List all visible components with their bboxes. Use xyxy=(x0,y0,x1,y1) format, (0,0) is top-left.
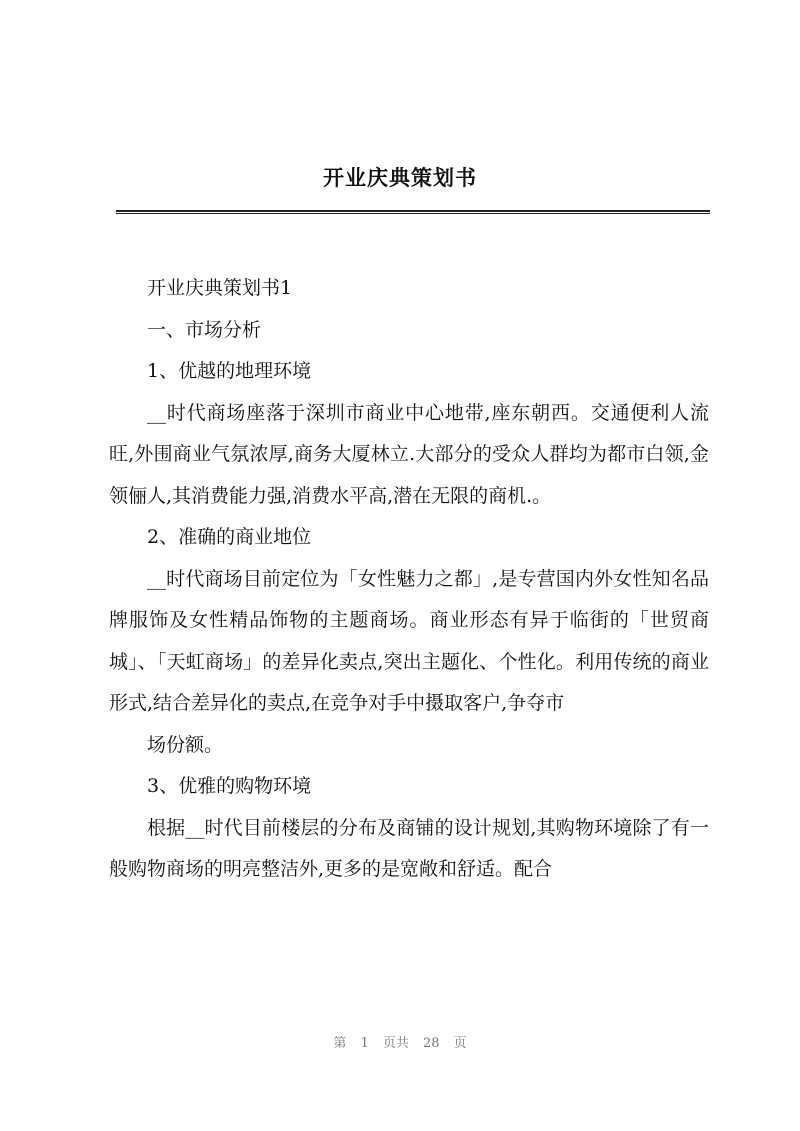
subsection-heading: 一、市场分析 xyxy=(147,318,262,341)
body-paragraph: __时代商场座落于深圳市商业中心地带,座东朝西。交通便利人流旺,外围商业气氛浓厚,商务大厦林立.大部分的受众人群均为都市白领,金领俪人,其消费能力强,消费水平高,潜在无限的商机.。 xyxy=(109,401,709,507)
item-heading: 2、准确的商业地位 xyxy=(147,526,312,548)
title-divider xyxy=(116,210,710,214)
document-body xyxy=(109,268,709,891)
body-paragraph: 根据__时代目前楼层的分布及商铺的设计规划,其购物环境除了有一般购物商场的明亮整洁外,更多的是宽敞和舒适。配合 xyxy=(109,816,709,880)
document-title: 开业庆典策划书 xyxy=(323,165,477,190)
body-paragraph: 场份额。 xyxy=(147,733,224,756)
item-heading: 3、优雅的购物环境 xyxy=(147,775,312,797)
item-heading: 1、优越的地理环境 xyxy=(147,360,312,382)
section-heading: 开业庆典策划书1 xyxy=(147,277,293,299)
page-footer: 第 1 页共 28 页 xyxy=(333,1036,467,1051)
body-paragraph: __时代商场目前定位为「女性魅力之都」,是专营国内外女性知名品牌服饰及女性精品饰物的主题商场。商业形态有异于临街的「世贸商城」、「天虹商场」的差异化卖点,突出主题化、个性化。利用传统的商业形式,结合差异化的卖点,在竞争对手中摄取客户,争夺市 xyxy=(109,567,709,714)
